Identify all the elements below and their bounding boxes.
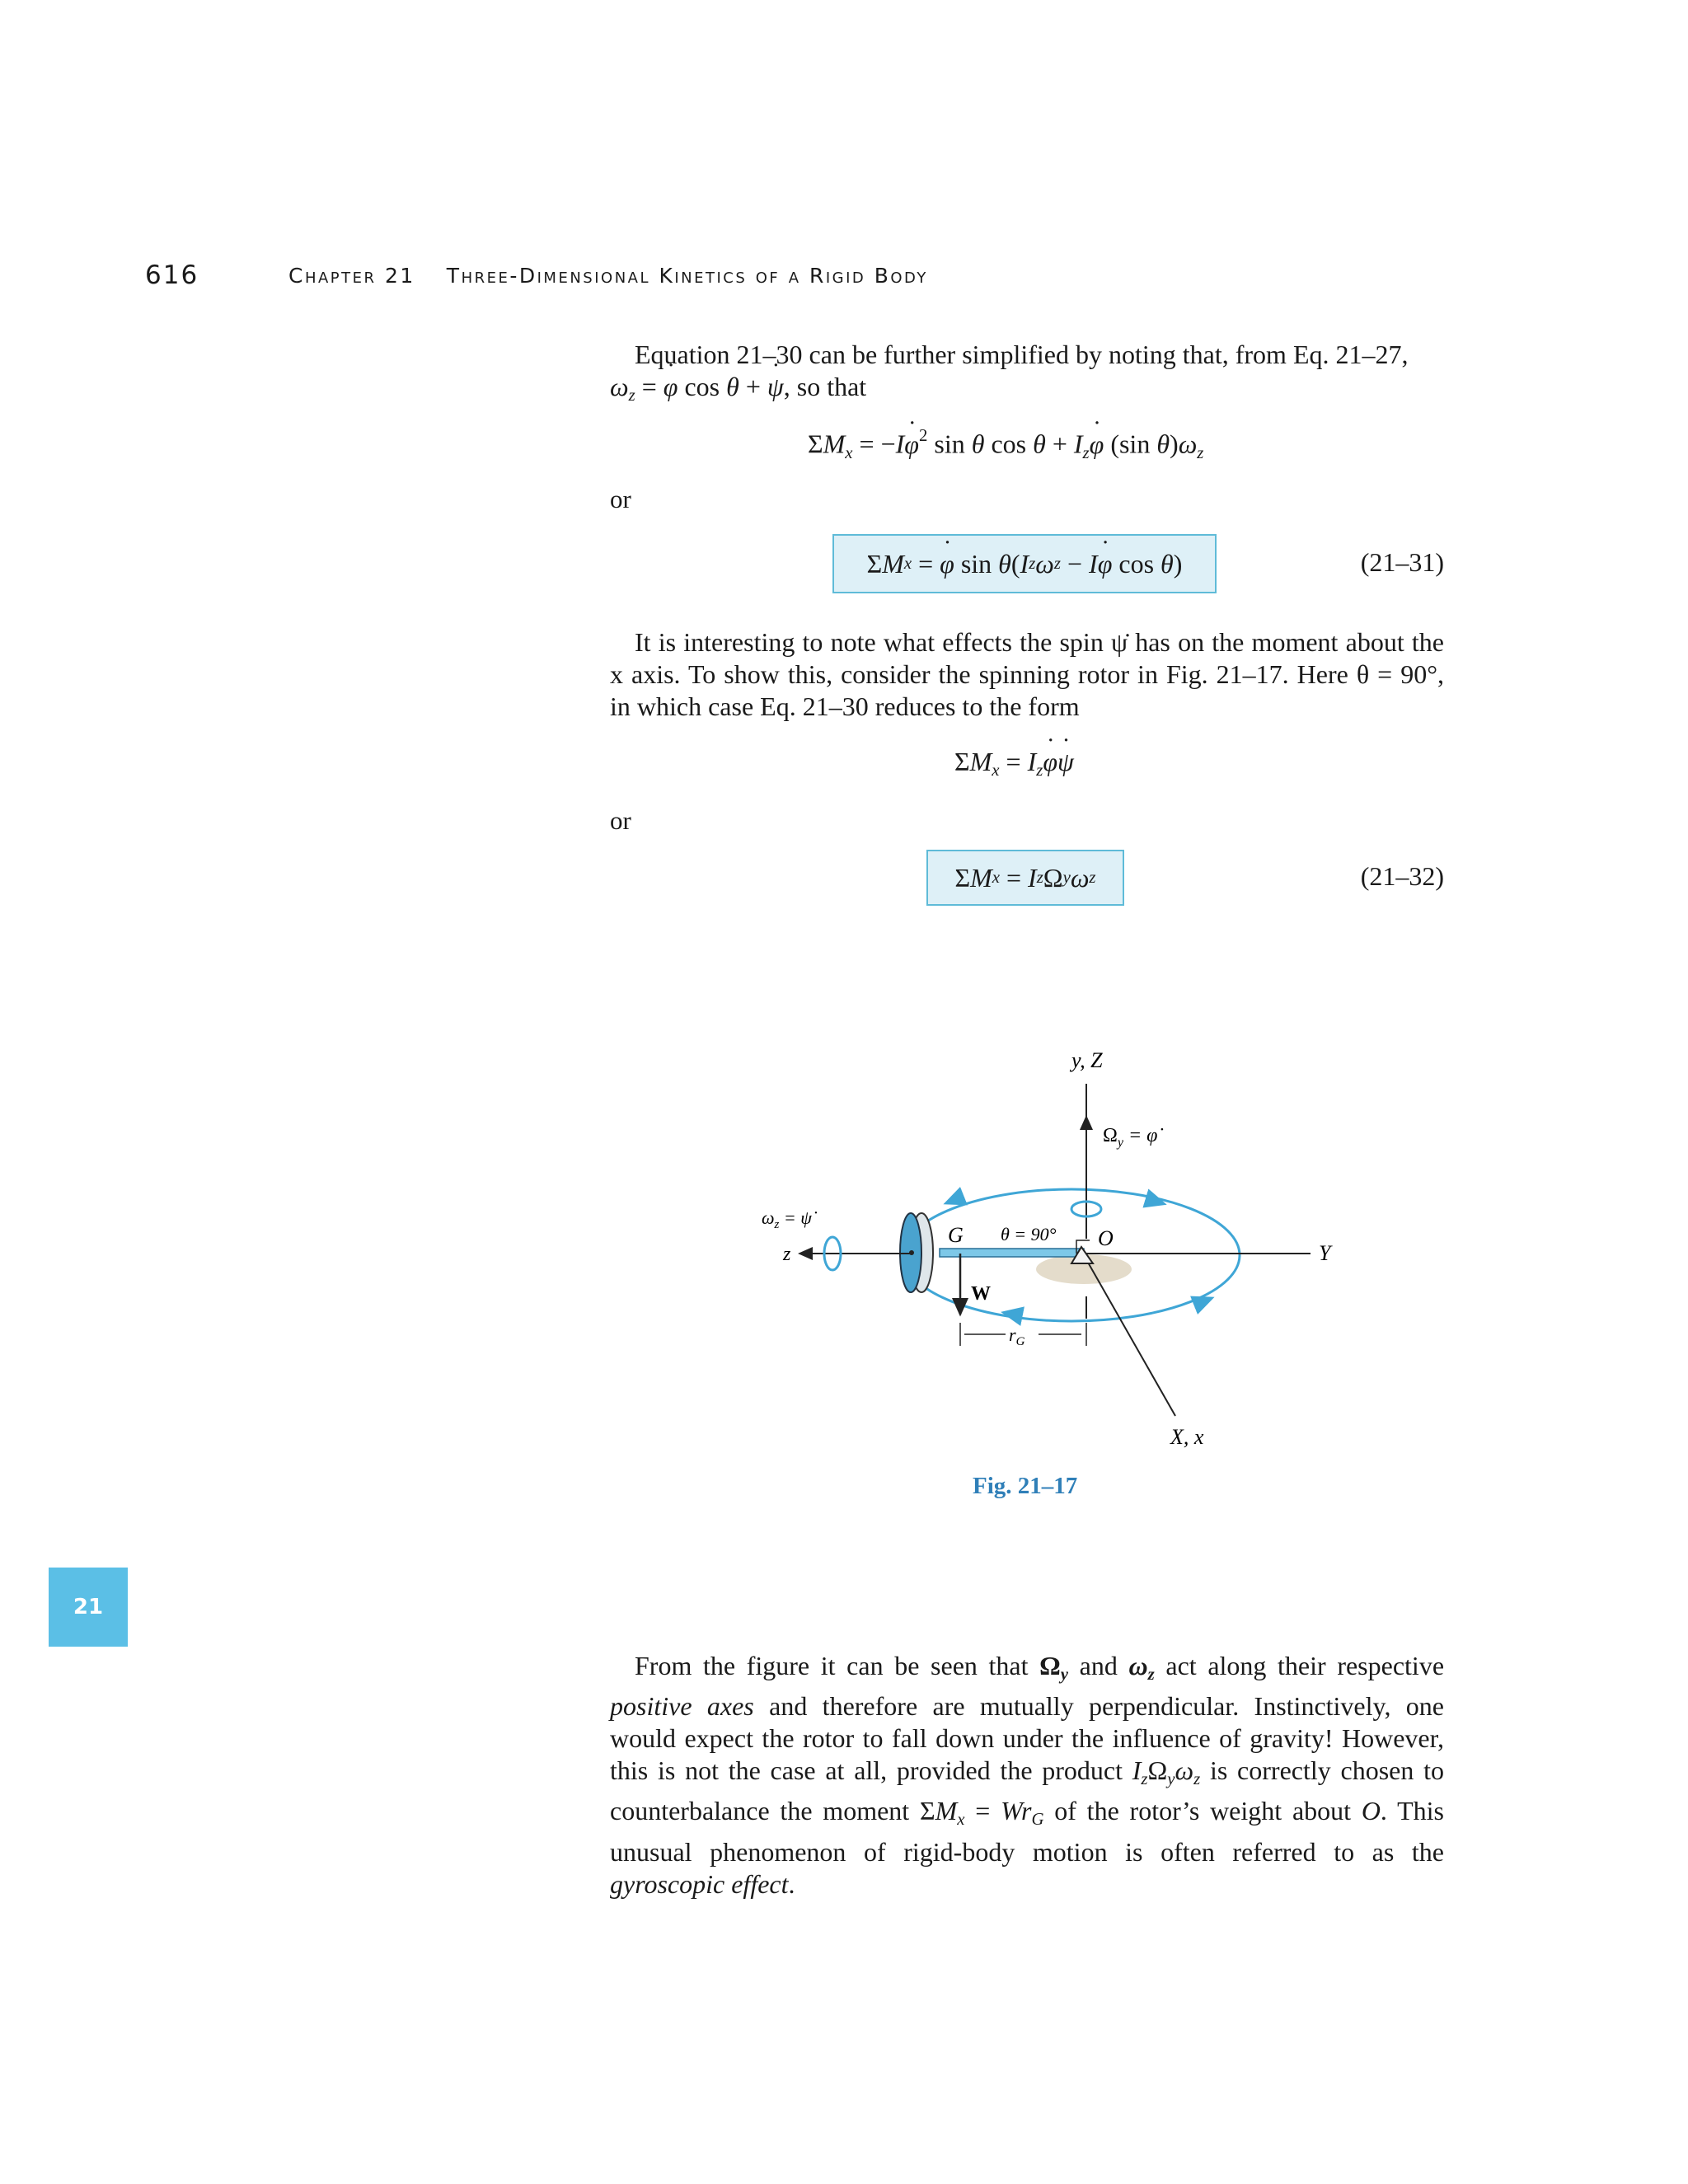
gyroscopic-effect-term: gyroscopic effect (610, 1868, 789, 1899)
label-rG: $r_G$ (1009, 1324, 1025, 1348)
chapter-tab: 21 (49, 1568, 128, 1647)
spinning-rotor-diagram (709, 1034, 1368, 1479)
page-number: 616 (145, 260, 199, 290)
equation-moment-expanded: $\Sigma M_x = -I\varphi$ ˙$^2$ sin θ $\cos \theta + I_z\varphi$ ˙ (sin $\theta)\omega_z$ (808, 426, 1203, 463)
paragraph-spin-effect-text: It is interesting to note what effects the spin ψ̇ has on the moment about the x axis. To show this, consider the spinning rotor in Fig. 21–17. Here θ = 90°, in which case Eq. 21–30 reduces to the form (610, 627, 1444, 721)
paragraph-gyroscopic (610, 1650, 1444, 1900)
chapter-label: Chapter 21 (288, 264, 415, 288)
para3-and: and (1068, 1651, 1129, 1680)
or-connector-1: or (610, 485, 631, 513)
positive-axes-term: positive axes (610, 1691, 754, 1722)
figure-caption: Fig. 21–17 (973, 1473, 1078, 1499)
label-yZ: y, Z (1071, 1048, 1103, 1072)
X-axis (1084, 1255, 1175, 1416)
Omega-y-symbol: $\Omega_y$ (1039, 1651, 1069, 1685)
or-connector-2: or (610, 806, 631, 835)
label-Y: Y (1319, 1241, 1331, 1265)
running-header (145, 260, 1523, 293)
equation-21-32: Σ M x = I z Ω y ω z (926, 850, 1124, 906)
paragraph-spin-effect (610, 626, 1444, 723)
label-omega-z: $\omega_z$ = ψ̇ (762, 1207, 812, 1231)
precession-arrow-left (948, 1199, 956, 1202)
label-z: z (783, 1244, 791, 1265)
label-theta: θ = 90° (1001, 1224, 1057, 1244)
paragraph-intro (610, 339, 1444, 411)
para3-text-4: is correctly chosen to counterbalance the moment (610, 1755, 1445, 1826)
precession-arrow-bottom-right (1202, 1299, 1210, 1302)
label-O: O (1098, 1226, 1114, 1250)
para3-text-6: . This unusual phenomenon of rigid-body motion is often referred to as the (610, 1796, 1445, 1867)
label-G: G (948, 1223, 964, 1247)
para3-text-2: act along their respective (1154, 1651, 1445, 1680)
label-Xx: X, x (1170, 1425, 1204, 1449)
so-that-text: , so that (783, 372, 867, 401)
equation-number-21-32: (21–32) (1360, 861, 1444, 891)
para3-text-3: and therefore are mutually perpendicular. Instinctively, one would expect the rotor to fall down under the influence of gravity! However, this is not the case at all, provided the product (610, 1691, 1444, 1786)
para3-text-7: . (788, 1868, 795, 1899)
moment-symbol: $\Sigma M_x = Wr_G$ (919, 1796, 1044, 1830)
omega-z-symbol: $\omega_z$ (1128, 1651, 1155, 1685)
paragraph-intro-text: Equation 21–30 can be further simplified by noting that, from Eq. 21–27, (635, 340, 1409, 369)
point-O: O (1361, 1796, 1381, 1826)
product-symbol: $I_z\Omega_y\omega_z$ (1132, 1755, 1201, 1789)
precession-arrow-bottom-left (1006, 1313, 1014, 1315)
running-head (288, 264, 928, 288)
para3-text-5: of the rotor’s weight about (1043, 1796, 1362, 1826)
equation-moment-reduced: $\Sigma M_x = I_z\varphi$ ˙ψ ˙ (954, 747, 1074, 780)
para3-text-1: From the figure it can be seen that (635, 1651, 1040, 1680)
chapter-title: Three-Dimensional Kinetics of a Rigid Body (446, 264, 928, 288)
precession-arrow-top (1154, 1201, 1162, 1203)
figure-21-17 (709, 1034, 1368, 1479)
label-Omega-y: $\Omega_y$ = φ̇ (1103, 1125, 1158, 1150)
label-W: W (971, 1283, 991, 1305)
omega-z-relation: $\omega_z = \varphi$ ˙ cos θ + ψ ˙ (610, 372, 784, 401)
equation-21-31: Σ M x = φ ˙ sin θ ( I z ω z − I φ ˙ cos θ ) (832, 534, 1217, 593)
equation-number-21-31: (21–31) (1360, 547, 1444, 577)
